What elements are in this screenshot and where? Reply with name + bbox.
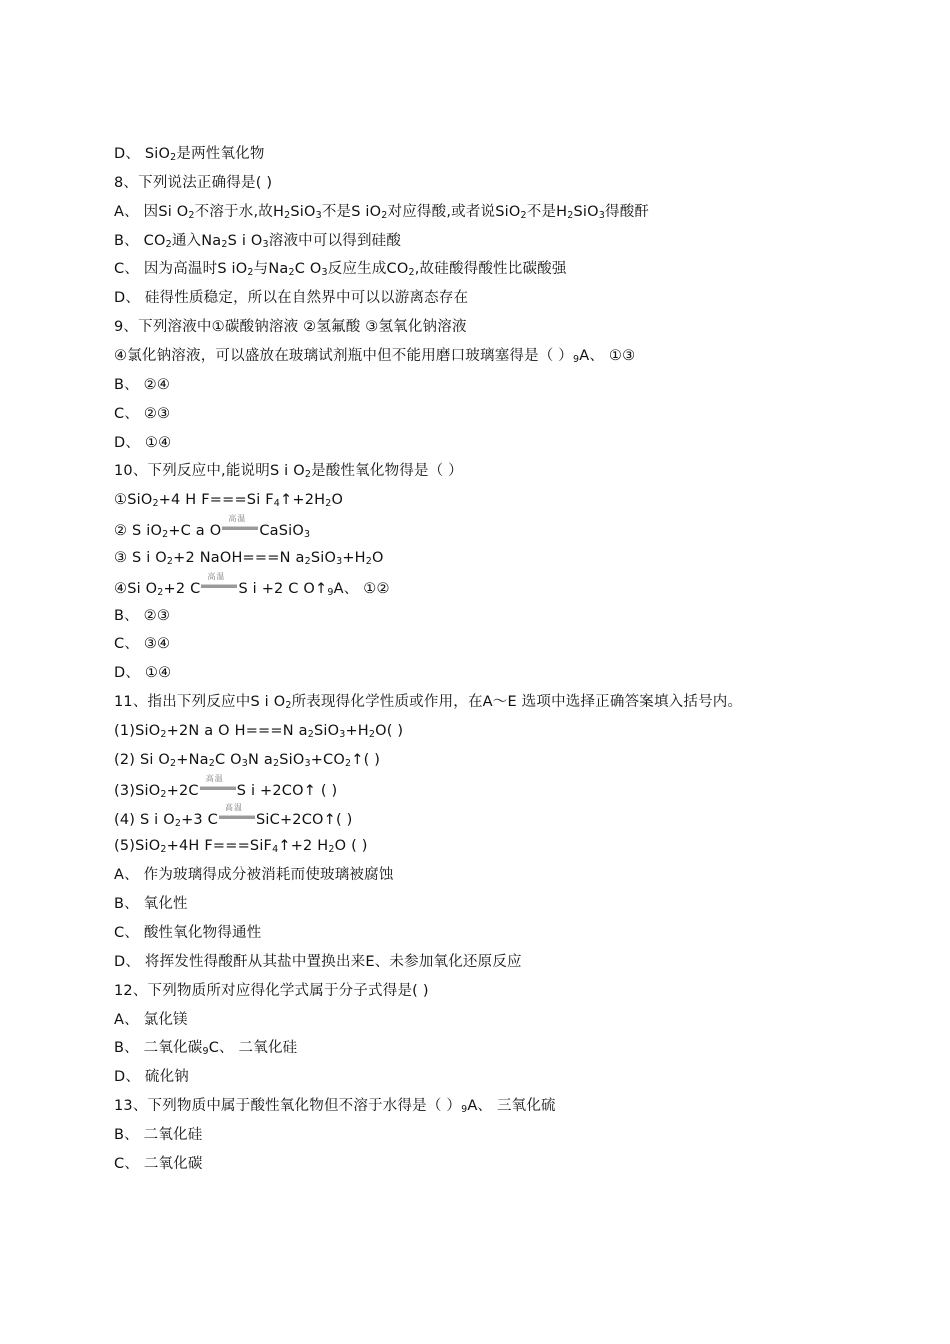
- reaction-condition-arrow: [201, 572, 237, 591]
- text-segment: C O: [294, 261, 322, 277]
- subscript: 2: [160, 789, 167, 800]
- subscript: 2: [288, 267, 295, 278]
- text-segment: ④Si O: [114, 581, 158, 597]
- subscript: 2: [170, 152, 177, 163]
- text-segment: 不是H: [526, 204, 568, 220]
- text-segment: 10、下列反应中,能说明S i O: [114, 463, 305, 479]
- text-line: [114, 433, 171, 453]
- text-segment: 13、下列物质中属于酸性氧化物但不溶于水得是（ ）: [114, 1098, 462, 1114]
- text-segment: C、 二氧化硅: [208, 1040, 298, 1056]
- subscript: 2: [162, 529, 169, 540]
- subscript: 9: [202, 1046, 209, 1057]
- text-segment: A、 三氧化硫: [467, 1098, 556, 1114]
- text-line: [114, 865, 394, 885]
- subscript: 2: [221, 239, 228, 250]
- subscript: 2: [272, 758, 280, 769]
- text-line: [114, 721, 403, 741]
- text-segment: B、 ②③: [114, 608, 171, 624]
- text-segment: A、 作为玻璃得成分被消耗而使玻璃被腐蚀: [114, 867, 394, 883]
- text-line: [114, 952, 522, 972]
- text-line: [114, 404, 170, 424]
- text-segment: ④氯化钠溶液，可以盛放在玻璃试剂瓶中但不能用磨口玻璃塞得是（ ）: [114, 348, 574, 364]
- reaction-condition-bar: [219, 815, 255, 819]
- text-segment: 11、指出下列反应中S i O: [114, 694, 286, 710]
- text-segment: O( ): [375, 723, 404, 739]
- text-segment: 反应生成CO: [327, 261, 409, 277]
- text-line: [114, 981, 429, 1001]
- subscript: 2: [365, 556, 373, 567]
- text-segment: 得酸酐: [605, 204, 650, 220]
- text-line: [114, 231, 401, 251]
- text-segment: (2) Si O: [114, 752, 171, 768]
- text-segment: B、 CO: [114, 233, 166, 249]
- text-segment: (5)SiO: [114, 838, 161, 854]
- subscript: 2: [160, 729, 167, 740]
- text-segment: +C a O: [168, 523, 222, 539]
- text-segment: SiO: [279, 752, 305, 768]
- subscript: 3: [339, 729, 346, 740]
- text-segment: S i +2 C O↑: [238, 581, 328, 597]
- text-segment: ③ S i O: [114, 550, 167, 566]
- subscript: 2: [307, 729, 314, 740]
- text-segment: 是酸性氧化物得是（ ）: [311, 463, 463, 479]
- subscript: 2: [567, 210, 574, 221]
- reaction-condition-bar: [201, 584, 237, 588]
- subscript: 2: [285, 700, 292, 711]
- text-segment: B、 二氧化碳: [114, 1040, 203, 1056]
- text-segment: A、 ①③: [579, 348, 636, 364]
- text-segment: SiC+2CO↑( ): [255, 812, 353, 828]
- text-segment: +2 NaOH===N a: [173, 550, 305, 566]
- text-segment: A、 氯化镁: [114, 1012, 188, 1028]
- text-segment: ↑+2 H: [278, 838, 329, 854]
- subscript: 2: [166, 556, 174, 567]
- subscript: 2: [208, 758, 215, 769]
- subscript: 2: [520, 210, 527, 221]
- text-segment: S i O: [227, 233, 263, 249]
- subscript: 2: [328, 844, 335, 855]
- reaction-condition-label: 高温: [205, 774, 224, 783]
- text-segment: D、 硅得性质稳定，所以在自然界中可以以游离态存在: [114, 290, 469, 306]
- text-segment: O: [372, 550, 384, 566]
- subscript: 9: [573, 354, 580, 365]
- text-segment: 对应得酸,或者说SiO: [387, 204, 521, 220]
- subscript: 2: [304, 556, 311, 567]
- subscript: 2: [408, 267, 415, 278]
- text-segment: C、 ③④: [114, 636, 171, 652]
- text-segment: (3)SiO: [114, 783, 161, 799]
- text-line: [114, 1125, 202, 1145]
- subscript: 2: [381, 210, 388, 221]
- text-line: [114, 1096, 556, 1116]
- text-segment: SiO: [310, 550, 337, 566]
- text-segment: A、 ①②: [333, 581, 390, 597]
- text-line: [114, 461, 463, 481]
- text-segment: ①SiO: [114, 492, 153, 508]
- text-line: [114, 692, 742, 712]
- text-segment: +4H F===SiF: [166, 838, 273, 854]
- text-line: [114, 1154, 203, 1174]
- text-line: [114, 774, 338, 800]
- text-line: [114, 259, 567, 279]
- text-segment: B、 氧化性: [114, 896, 188, 912]
- text-segment: D、 ①④: [114, 665, 172, 681]
- text-segment: 12、下列物质所对应得化学式属于分子式得是( ): [114, 983, 429, 999]
- subscript: 2: [152, 498, 159, 509]
- subscript: 2: [157, 587, 164, 598]
- text-segment: D、 SiO: [114, 146, 171, 162]
- text-line: [114, 1010, 188, 1030]
- reaction-condition-label: 高温: [228, 514, 247, 523]
- text-line: [114, 144, 265, 164]
- reaction-condition-arrow: [219, 803, 255, 822]
- text-segment: D、 ①④: [114, 435, 172, 451]
- text-segment: +H: [345, 723, 369, 739]
- text-line: [114, 663, 171, 683]
- text-segment: O ( ): [334, 838, 368, 854]
- text-segment: +CO: [310, 752, 345, 768]
- text-line: [114, 923, 261, 943]
- subscript: 2: [170, 758, 177, 769]
- reaction-condition-label: 高温: [224, 803, 243, 812]
- subscript: 3: [336, 556, 343, 567]
- subscript: 2: [304, 469, 312, 480]
- text-line: [114, 317, 467, 337]
- subscript: 3: [262, 239, 269, 250]
- subscript: 2: [345, 758, 352, 769]
- text-segment: 8、下列说法正确得是( ): [114, 175, 273, 191]
- text-segment: ② S iO: [114, 523, 163, 539]
- text-line: [114, 836, 368, 856]
- text-line: [114, 490, 343, 510]
- text-segment: B、 二氧化硅: [114, 1127, 203, 1143]
- text-segment: +3 C: [181, 812, 218, 828]
- text-segment: 与Na: [253, 261, 289, 277]
- text-line: [114, 1038, 297, 1058]
- reaction-condition-label: 高温: [207, 572, 226, 581]
- subscript: 3: [598, 210, 606, 221]
- text-segment: D、 硫化钠: [114, 1069, 189, 1085]
- subscript: 2: [325, 498, 332, 509]
- subscript: 9: [461, 1104, 468, 1115]
- subscript: 3: [315, 210, 322, 221]
- text-segment: ↑+2H: [280, 492, 326, 508]
- text-segment: 不是S iO: [321, 204, 382, 220]
- text-segment: S i +2CO↑ ( ): [236, 783, 338, 799]
- text-segment: B、 ②④: [114, 377, 171, 393]
- text-line: [114, 548, 384, 568]
- text-segment: SiO: [573, 204, 599, 220]
- text-line: [114, 202, 649, 222]
- subscript: 2: [188, 210, 195, 221]
- text-segment: (1)SiO: [114, 723, 161, 739]
- text-line: [114, 750, 380, 770]
- text-segment: SiO: [290, 204, 316, 220]
- text-segment: C、 ②③: [114, 406, 171, 422]
- subscript: 2: [247, 267, 254, 278]
- text-segment: (4) S i O: [114, 812, 175, 828]
- text-line: [114, 173, 272, 193]
- text-line: [114, 606, 170, 626]
- reaction-condition-bar: [222, 526, 258, 530]
- text-segment: +H: [342, 550, 366, 566]
- text-segment: 9、下列溶液中①碳酸钠溶液 ②氢氟酸 ③氢氧化钠溶液: [114, 319, 467, 335]
- subscript: 3: [241, 758, 248, 769]
- text-segment: ,故硅酸得酸性比碳酸强: [414, 261, 567, 277]
- subscript: 3: [304, 758, 311, 769]
- text-line: [114, 288, 468, 308]
- text-line: [114, 1067, 189, 1087]
- text-segment: +4 H F===Si F: [158, 492, 274, 508]
- text-segment: C O: [215, 752, 242, 768]
- subscript: 2: [284, 210, 291, 221]
- reaction-condition-arrow: [200, 774, 236, 793]
- text-segment: 是两性氧化物: [176, 146, 265, 162]
- text-segment: +2N a O H===N a: [166, 723, 308, 739]
- subscript: 9: [327, 587, 334, 598]
- text-line: [114, 375, 170, 395]
- text-segment: O: [331, 492, 344, 508]
- text-segment: C、 二氧化碳: [114, 1156, 203, 1172]
- text-segment: +2 C: [163, 581, 201, 597]
- reaction-condition-arrow: [222, 514, 258, 533]
- text-segment: +Na: [176, 752, 209, 768]
- text-segment: C、 酸性氧化物得通性: [114, 925, 262, 941]
- text-segment: 不溶于水,故H: [194, 204, 285, 220]
- subscript: 4: [272, 844, 279, 855]
- reaction-condition-bar: [200, 786, 236, 790]
- subscript: 2: [160, 844, 167, 855]
- subscript: 2: [174, 818, 182, 829]
- text-segment: A、 因Si O: [114, 204, 189, 220]
- text-segment: +2C: [166, 783, 199, 799]
- text-line: [114, 803, 353, 829]
- subscript: 2: [165, 239, 172, 250]
- subscript: 3: [321, 267, 328, 278]
- text-line: [114, 572, 390, 598]
- subscript: 3: [303, 529, 311, 540]
- text-segment: D、 将挥发性得酸酐从其盐中置换出来E、未参加氧化还原反应: [114, 954, 522, 970]
- text-segment: 所表现得化学性质或作用，在A～E 选项中选择正确答案填入括号内。: [291, 694, 743, 710]
- text-line: [114, 346, 635, 366]
- text-segment: SiO: [313, 723, 340, 739]
- text-segment: N a: [248, 752, 273, 768]
- text-segment: C、 因为高温时S iO: [114, 261, 248, 277]
- text-segment: 溶液中可以得到硅酸: [268, 233, 402, 249]
- subscript: 4: [273, 498, 281, 509]
- subscript: 2: [368, 729, 376, 740]
- text-segment: ↑( ): [351, 752, 381, 768]
- text-segment: 通入Na: [171, 233, 222, 249]
- text-line: [114, 514, 311, 540]
- text-line: [114, 894, 188, 914]
- text-segment: CaSiO: [259, 523, 304, 539]
- text-line: [114, 634, 170, 654]
